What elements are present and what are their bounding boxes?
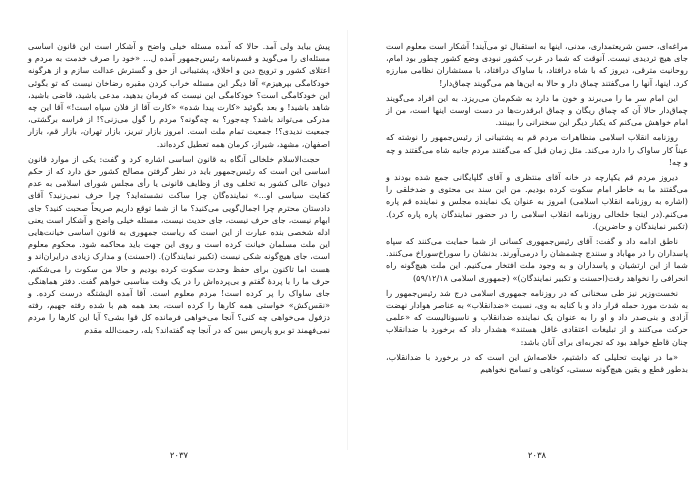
right-paragraph-7: «ما در نهایت تحلیلی که داشتیم، خلاصه‌اش این است که در برخورد با ضدانقلاب، بدطور قطع و یقین هیچ‌گونه سستی، کوتاهی و تسامح نخواهیم <box>386 351 688 375</box>
book-gutter <box>347 30 348 450</box>
right-paragraph-6: نخست‌وزیر نیز طی سخنانی که در روزنامه جمهوری اسلامی درج شد رئیس‌جمهور را به شدت مورد حمله قرار داد و با کنایه به وی، نسبت «ضدانقلاب» به عناصر هوادار نهضت آزادی و بنی‌صدر داد و او را به عنوان یک نماینده ضدانقلاب و ناسیونالیست که «علمی حرکت می‌کنند و از تبلیغات اعتقادی غافل هستند» هشدار داد که برخورد با ضدانقلاب چنان قاطع خواهد بود که تجربه‌ای برای آنان باشد: <box>386 287 688 347</box>
left-paragraph-1: پیش بیاید ولی آمد. حالا که آمده مسئله خیلی واضح و آشکار است این قانون اساسی مسئله‌ای را می‌گوید و قسم‌نامه رئیس‌جمهور آمده ل... «خود را صرف خدمت به مردم و اعتلای کشور و ترویج دین و اخلاق، پشتیبانی از حق و گسترش عدالت سازم و از هرگونه خودکامگی بپرهیزم» آقا دیگر این مسئله خراب کردن مقبره رضاخان نیست که تو بگوئی این خودکامگی است؟ خودکامگی این نیست که فرمان بدهید، مدعی باشید، قاضی باشید، شاهد باشید! و بعد بگوئید «کارت پیدا شده» «کارت آقا از فلان سپاه است!» آقا این چه مدرکی می‌تواند باشد؟ چه‌جور؟ به چه‌گونه؟ مردم را گول می‌زنی؟! از فراسه برگشتی، جمعیت ندیدی؟! جمعیت تمام ملت است. امروز بازار تبریز، بازار تهران، بازار قم، بازار اصفهان، مشهد، شیراز، کرمان همه تعطیل کرده‌اند. <box>28 41 330 149</box>
right-paragraph-2: این امام سر ما را می‌برند و خون ما دارد به شکم‌مان می‌ریزد. به این افراد می‌گویند چماق‌دار حالا آن که چماق ریگان و چماق ابرقدرت‌ها در دست اوست اینها است، من از امام خواهش می‌کنم که یکبار دیگر این سخنرانی را ببینند. <box>386 92 688 128</box>
right-paragraph-3: روزنامه انقلاب اسلامی منظاهرات مردم قم به پشتیبانی از رئیس‌جمهور را نوشته که عیناً کار ساواک را دارد می‌کند. مثل زمان قبل که می‌گفتند مردم جانبه شاه می‌گفتند و چه و چه! <box>386 132 688 167</box>
right-page <box>386 40 688 440</box>
right-page-number: ۲۰۳۸ <box>527 451 547 461</box>
left-page-number: ۲۰۳۷ <box>169 451 189 461</box>
right-paragraph-4: دیروز مردم قم یکپارچه در خانه آقای منتظری و آقای گلپایگانی جمع شده بودند و می‌گفتند ما به خاطر امام سکوت کرده بودیم. من این سند بی محتوی و ضدخلقی را (اشاره به روزنامه انقلاب اسلامی) امروز به عنوان یک نماینده مجلس و نماینده قم پاره می‌کنم.(در اینجا خلخالی روزنامه انقلاب اسلامی را در حضور نمایندگان پاره پاره کرد). (تکبیر نمایندگان و حاضرین). <box>386 172 688 231</box>
right-paragraph-5: ناطق ادامه داد و گفت: آقای رئیس‌جمهوری کسانی از شما حمایت می‌کنند که سپاه پاسداران را در مهاباد و سنندج چشمشان را درمی‌آورند. بدنشان را سوراخ‌سوراخ می‌کنند. شما از این ارتشیان و پاسداران و به وجود ملت افتخار می‌کنیم. این ملت هیچ‌گونه راه انحرافی را نخواهد رفت(احسنت و تکبیر نمایندگان)» (جمهوری اسلامی ۵۹/۱۲/۱۸) <box>386 236 688 283</box>
right-paragraph-1: مراغه‌ای، حسن شریعتمداری، مدنی، اینها به استقبال تو می‌آیند! آشکار است معلوم است جای هیچ تردیدی نیست. آنوقت که شما در غرب کشور نبودی وضع کشور چطور بود امام، روحانیت مترقی، دیروز که با شاه درافتاد، با ساواک درافتاد، با مستشاران نظامی مبارزه کرد. اینها، آنها را می‌گفتند چماق دار و حالا به این‌ها هم می‌گویند چماق‌دار! <box>386 41 688 88</box>
left-page <box>28 40 330 440</box>
left-paragraph-2: حجت‌الاسلام خلخالی آنگاه به قانون اساسی اشاره کرد و گفت: یکی از موارد قانون اساسی این است که رئیس‌جمهور باید در نظر گرفتن مصالح کشور حق دارد که از حکم دیوان عالی کشور به تخلف وی از وظایف قانونی یا رأی مجلس شورای اسلامی به عدم کفایت سیاسی او...» نماینده‌گان چرا ساکت نشسته‌اید؟ چرا حرف نمی‌زنید؟ آقای دادستان محترم چرا اجمال‌گویی می‌کنید؟ ما از شما توقع داریم صریحاً صحبت کنید؟ جای ابهام نیست، جای حرف نیست، جای حدیث نیست، مسئله خیلی واضح و آشکار است یعنی ادله شخصی بنده عبارت از این است که ریاست جمهوری به قانون اساسی خیانت‌هایی این ملت مسلمان خیانت کرده است و روی این جهت باید محاکمه شود. محکوم معلوم است، جای هیچ‌گونه شکی نیست (تکبیر نمایندگان). (احسنت) و مدارک زیادی درایران‌اند و هست اما تاکنون برای حفظ وحدت سکوت کرده بودیم و حالا من سکوت را می‌شکنم. حرف ما را با پردۀ گفتم و بی‌پرده‌اش را در یک وقت مناسبی خواهم گفت. دفتر هماهنگی جای ساواک را پر کرده است! مردم معلوم است. آقا آمده الیشتگه درست کرده. و «نقس‌کش» خواستی همه کارها را کرده است، بعد همه هم با شده رفته جهیم، رفته دزفول می‌خواهی چه کنی؟ آنجا می‌خواهی فرمانده کل قوا بشی؟ آیا این کارها را مردم نمی‌فهمند تو برو پاریس ببین که در آنجا چه گفته‌اند؟ بله، رحمت‌الله مقدم <box>28 153 330 335</box>
